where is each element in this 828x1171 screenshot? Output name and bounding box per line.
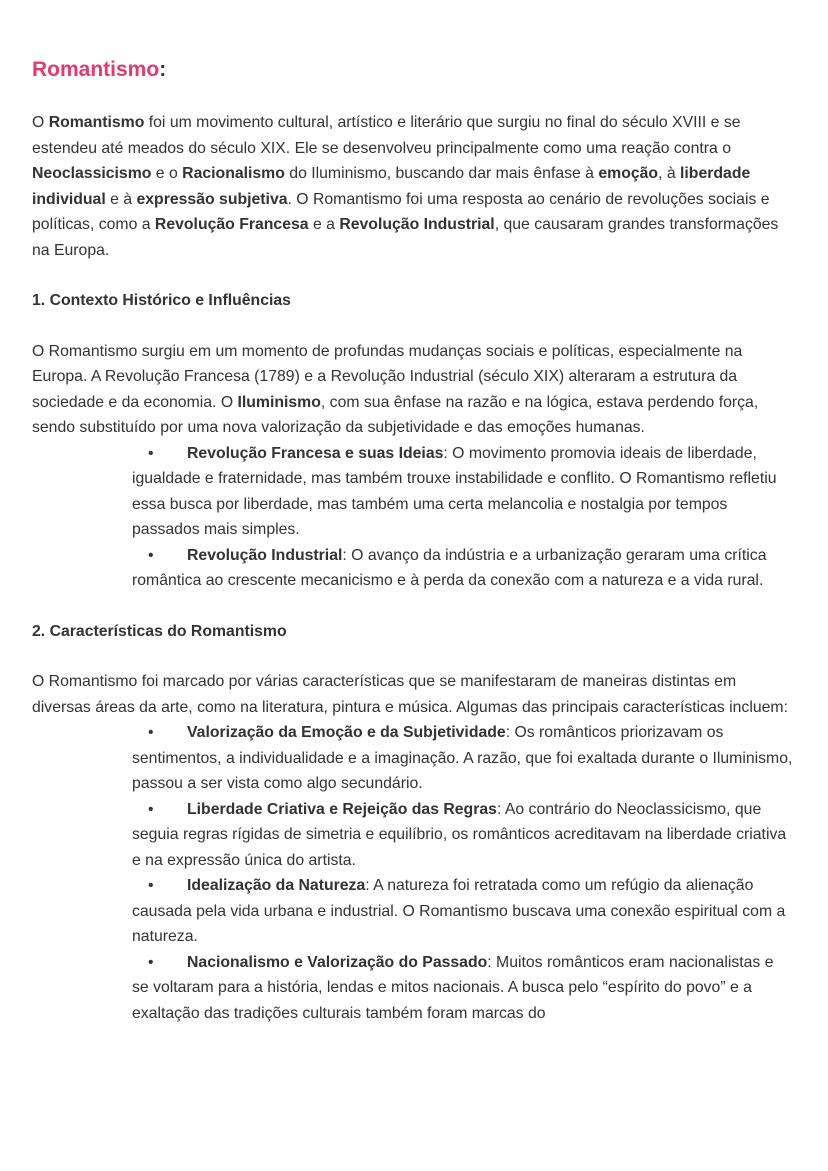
intro-run: , à xyxy=(658,165,681,182)
bullet-icon: • xyxy=(148,800,154,818)
list-item-label: Revolução Francesa e suas Ideias xyxy=(187,444,444,462)
list-item xyxy=(132,543,794,594)
intro-run: foi um movimento cultural, artístico e literário que surgiu no final do século XVIII e se estendeu até meados do século XIX. Ele se desenvolveu principalmente como uma reação contra o xyxy=(32,114,741,157)
title-text: Romantismo xyxy=(32,58,160,81)
list-item-text: : O avanço da indústria e a urbanização geraram uma crítica romântica ao crescente mecanicismo e à perda da conexão com a natureza e a vida rural. xyxy=(132,546,767,589)
bullet-icon: • xyxy=(148,953,154,971)
intro-run: e a xyxy=(308,216,340,233)
list-item xyxy=(132,950,794,1027)
list-item xyxy=(132,441,794,543)
list-item-text: : Muitos românticos eram nacionalistas e se voltaram para a história, lendas e mitos nacionais. A busca pelo “espírito do povo” e a exaltação das tradições culturais também foram marcas do xyxy=(132,953,774,1022)
section-run-bold: Iluminismo xyxy=(237,393,321,411)
list-item-text: : Os românticos priorizavam os sentimentos, a individualidade e a imaginação. A razão, que foi exaltada durante o Iluminismo, passou a ser vista como algo secundário. xyxy=(132,724,793,792)
intro-run-bold: Romantismo xyxy=(48,114,145,131)
list-item-label: Idealização da Natureza xyxy=(187,877,366,894)
bullet-icon: • xyxy=(148,724,154,741)
list-item xyxy=(132,797,794,874)
intro-run-bold: emoção xyxy=(598,165,659,182)
intro-run: O xyxy=(32,114,49,131)
intro-run-bold: Revolução Industrial xyxy=(339,216,495,233)
bullet-list xyxy=(32,720,794,1026)
intro-paragraph xyxy=(32,110,794,263)
intro-run: do Iluminismo, buscando dar mais ênfase à xyxy=(284,165,599,182)
section-run: O Romantismo foi marcado por várias características que se manifestaram de maneiras distintas em diversas áreas da arte, como na literatura, pintura e música. Algumas das principais características incluem: xyxy=(32,673,788,716)
section-heading: 1. Contexto Histórico e Influências xyxy=(32,292,291,309)
document-page xyxy=(32,52,794,1026)
bullet-icon: • xyxy=(148,546,154,564)
list-item xyxy=(132,873,794,950)
list-item xyxy=(132,720,794,797)
intro-run: e à xyxy=(105,190,137,208)
bullet-icon: • xyxy=(148,444,154,462)
intro-run-bold: Racionalismo xyxy=(182,165,285,182)
list-item-label: Revolução Industrial xyxy=(187,546,343,564)
list-item-label: Valorização da Emoção e da Subjetividade xyxy=(187,724,506,741)
list-item-text: : Ao contrário do Neoclassicismo, que seguia regras rígidas de simetria e equilíbrio, os românticos acreditavam na liberdade criativa e na expressão única do artista. xyxy=(132,800,787,869)
intro-run: , que causaram grandes transformações na Europa. xyxy=(32,216,779,259)
title-colon: : xyxy=(159,58,167,81)
section-paragraph xyxy=(32,669,794,720)
bullet-list xyxy=(32,441,794,594)
section-paragraph xyxy=(32,339,794,441)
intro-run-bold: Revolução Francesa xyxy=(154,216,309,233)
list-item-text: : O movimento promovia ideais de liberdade, igualdade e fraternidade, mas também trouxe instabilidade e conflito. O Romantismo refletiu essa busca por liberdade, mas também uma certa melancolia e nostalgia por tempos passados mais simples. xyxy=(132,444,777,538)
list-item-text: : A natureza foi retratada como um refúgio da alienação causada pela vida urbana e industrial. O Romantismo buscava uma conexão espiritual com a natureza. xyxy=(132,877,786,945)
bullet-icon: • xyxy=(148,877,154,894)
list-item-label: Liberdade Criativa e Rejeição das Regras xyxy=(187,800,497,818)
section-heading: 2. Características do Romantismo xyxy=(32,622,287,640)
page-title xyxy=(32,52,794,88)
list-item-label: Nacionalismo e Valorização do Passado xyxy=(187,953,488,971)
section-run: , com sua ênfase na razão e na lógica, estava perdendo força, sendo substituído por uma nova valorização da subjetividade e das emoções humanas. xyxy=(32,393,759,436)
intro-run-bold: liberdade individual xyxy=(32,165,751,208)
section-run: O Romantismo surgiu em um momento de profundas mudanças sociais e políticas, especialmente na Europa. A Revolução Francesa (1789) e a Revolução Industrial (século XIX) alteraram a estrutura da sociedade e da economia. O xyxy=(32,342,743,411)
intro-run-bold: expressão subjetiva xyxy=(136,190,288,208)
intro-run-bold: Neoclassicismo xyxy=(32,165,152,182)
intro-run: e o xyxy=(151,165,183,182)
intro-run: . O Romantismo foi uma resposta ao cenário de revoluções sociais e políticas, como a xyxy=(32,190,770,233)
